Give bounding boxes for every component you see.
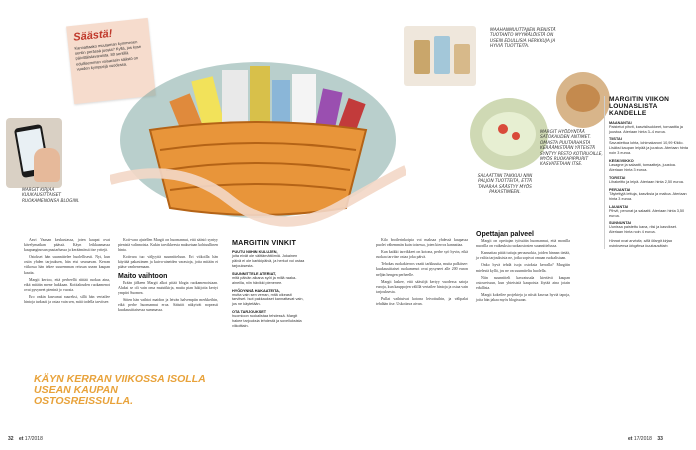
sidebar-day-5: PERJANTAI xyxy=(609,187,631,192)
sidebar-day xyxy=(609,137,690,156)
vinkit-title: MARGITIN VINKIT xyxy=(232,238,297,247)
right-col-5 xyxy=(476,232,570,305)
vinkit-item xyxy=(232,289,306,308)
footer-left xyxy=(8,436,43,442)
vinkit-head-4: OTA TARJOUKSET xyxy=(232,310,267,315)
saasta-text: Kannattaako muutaman kymmenen sentin perässä juosta? Kyllä, jos kyse päivittäistavaroista. 80 sentillä edullisemman voisarasin säästö on vuoden kymppejä vuodessa. xyxy=(74,39,142,72)
col4-p2: Kun kaikki tarvikkeet on kotona, perhe syö hyvin, eikä ruokaa tarvitse ostaa joka päivä. xyxy=(376,250,468,260)
vinkit-item xyxy=(232,250,306,269)
footer-right-issue: 17/2018 xyxy=(633,436,652,442)
sidebar-text-1: Paistetut pihvit, kasvislisukkeet, tomaattia ja juustoa. Ateriaan hinta 3–4 euroa. xyxy=(609,124,683,134)
jars-photo xyxy=(404,26,476,86)
vinkit-head-3: HYÖDYNNÄ HAKAATEITA, xyxy=(232,288,280,293)
right-col-4 xyxy=(376,238,468,309)
vinkit-item xyxy=(232,272,306,286)
footer-left-page: 32 xyxy=(8,436,14,442)
col2-p3: Sitten hän vaihtoi maidon ja leivän halvempiin merkkeihin, eikä perhe huomannut eroa. Säästöt näkyivät nopeasti kuukausittaisessa summassa. xyxy=(118,297,218,313)
vinkit-box xyxy=(232,238,306,329)
col1-p1: Aavi Vaasan keskustassa, joten kaupat ovat kävelymatkan päässä. Käyn leikkaamassa kaupunginosan puutarhassa ja keräämässä itse yrttejä. xyxy=(24,238,110,253)
col1-p3: Margit kertoo, että perheellä riittää ruokaa aina, eikä mitään mene hukkaan. Kotitalouden ruokamenot ovat pysyneet pieninä jo vuosia. xyxy=(24,277,110,292)
col2-p2: Erään jälkeen Margit alkoi pitää blogia ruokamenoistaan. Aluksi se oli vain oma muistikirja, mutta pian lukijoita kertyi ympäri Suomea. xyxy=(118,280,218,295)
vinkit-text-3: mutta vain sen verran, mitä oikeasti tarvitset. Isot pakkaukset kannattavat vain, jos ne käytetään. xyxy=(232,292,304,307)
footer-left-issue: 17/2018 xyxy=(24,436,43,442)
col4-p5: Pullat vaihtuivat kotona leivottuihin, ja välipalat tehdään itse. Uskottava aivan. xyxy=(376,296,468,307)
col5-p5: Margit kokeilee projekteja ja niistä kasvaa hyviä tapoja, joita hän jakaa myös blogissaan. xyxy=(476,292,570,303)
grocery-basket-illustration xyxy=(110,30,406,230)
sidebar-text-5: Täytettyjä lettuja, kasviksia ja maitoa. Ateriaan hinta 3 euroa. xyxy=(609,191,687,201)
hand-shape xyxy=(34,148,60,182)
sidebar-text-4: Lihakeitto ja leipä. Ateriaan hinta 2,50 euroa. xyxy=(609,179,684,184)
caption-top-right: MAAHANMUUTTAJIEN PIENISTÄ TUOTANTO MYYMÄLÖISTÄ ON USEIN EDULLISIA HERKKUJA JA HYVIÄ TUOTTEITA. xyxy=(490,28,556,50)
col5-p3: Onko hyvä tehdä isoja ostoksia kerralla? Margitin mielestä kyllä, jos ne on suunniteltu huolella. xyxy=(476,263,570,273)
pull-quote: KÄYN KERRAN VIIKOSSA ISOLLA USEAN KAUPAN OSTOSREISSULLA. xyxy=(34,373,206,407)
sidebar-footnote: Hinnat ovat arvioita, sillä Margit kirjaa ostoksensa blogiinsa kuukausittain. xyxy=(609,239,672,249)
sidebar-day-1: MAANANTAI xyxy=(609,120,632,125)
sidebar-day xyxy=(609,221,690,235)
col5-p4: Niin suunnitteli kasvatusala kiertävä kaupan ostosreissun, kun yhteisistä kaupoista löytää aina jotain edullista. xyxy=(476,275,570,290)
sidebar-text-7: Uunissa paistettu kana, riisi ja kasvikset. Ateriaan hinta noin 4 euroa. xyxy=(609,225,677,235)
sidebar-day-6: LAUANTAI xyxy=(609,204,629,209)
col4-p1: Kilo broilerinkoipia voi maksaa yhdessä kaupassa puolet vähemmän kuin toisessa, joten kierros kannattaa. xyxy=(376,238,468,248)
sidebar-day xyxy=(609,159,690,173)
sidebar-title: MARGITIN VIIKON LOUNASLISTA KANDELLE xyxy=(609,96,670,118)
left-col-1 xyxy=(24,238,110,307)
footer-right-page: 33 xyxy=(657,436,663,442)
footer-right xyxy=(628,436,663,442)
lunch-sidebar xyxy=(604,96,690,249)
sidebar-day xyxy=(609,121,690,135)
col4-p3: Tehokas ruokakierros vaatii tarkkuutta, mutta palkitsee: kuukausittaiset ruokamenot ovat pysyneet alle 200 euron neljän hengen perheelle. xyxy=(376,262,468,277)
sidebar-day-2: TIISTAI xyxy=(609,137,622,142)
col2-p1: Kotivara tuo väljyyttä suunnitteluun. Eri viikoilla hän käyttää pakastimen ja kuiva-aineiden varastoja, jotta mitään ei pääse vanhenemaan. xyxy=(118,255,218,270)
col2-subhead: Maito vaihtoon xyxy=(118,272,168,280)
vinkit-text-1: joita eivät ole välttämättömiä. Jokainen päivä ei ole karkkipäivä, ja herkut voi ostaa tarjouksesta. xyxy=(232,254,305,268)
col5-title: Opettajan palveel xyxy=(476,231,534,238)
salad-photo xyxy=(470,98,548,170)
col1-p2: Ostokset hän suunnittelee huolellisesti. Nyt, kun ostin yhden tarjouksen, hän etsi seuraavan. Kerran viikossa hän tekee suuremman reissun usean kaupan kautta. xyxy=(24,255,110,275)
sidebar-day xyxy=(609,176,690,185)
sidebar-text-6: Pihvit, perunat ja salaatti. Ateriaan hinta 3,50 euroa. xyxy=(609,208,685,218)
col4-p4: Margit laskee, että säästöjä kertyy vuodessa satoja euroja, kun kauppojen välillä vertailee hintoja ja ostaa vain tarjouksesta. xyxy=(376,279,468,294)
sidebar-day xyxy=(609,205,690,219)
vinkit-head-2: SUUNNITTELE ATERIAT, xyxy=(232,271,277,276)
vinkit-item xyxy=(232,310,306,329)
vinkit-text-2: mitä päivän aikana syöt ja millä raaka-aineilla, niin hävikki pienenee. xyxy=(232,275,297,285)
col5-p2: Kannattaa pitää tuttuja perusruokia, joiden hinnan tietää, ja valita tarjouksista ne, jotka sopivat omaan ruokalistaan. xyxy=(476,251,570,261)
caption-phone: MARGIT KIRJAA KUUKAUSITTAISET RUOKAMENONSA BLOGIIN. xyxy=(22,188,80,204)
col1-p4: Ero onkin kasvanut suureksi, sillä hän vertailee hintoja tarkasti ja ostaa vain sen, mitä todella tarvitsee. xyxy=(24,294,110,305)
saasta-title: Säästä! xyxy=(72,27,113,44)
footer-right-brand: et xyxy=(628,436,633,442)
sidebar-text-2: Savustettua lohta, lohimakaroni 10,99 €/kilo. Lisäksi kaupan leipää ja juustoa. Ateriaan hinta noin 3 euroa. xyxy=(609,141,688,156)
caption-bread: MARGIT HYÖDYNTÄÄ SATOKAUDEN ANTIMET. OMASTA PUUTARHASTA KERÄÄMISTÄÄN YRTEISTÄ SYNTYY PESTO KOTIRUOILLE, MYÖS RUOKAPIPPURIT KASVATETAAN ITSE. xyxy=(540,130,603,168)
phone-photo xyxy=(6,118,62,188)
footer-left-brand: et xyxy=(18,436,24,442)
sidebar-day-3: KESKIVIIKKO xyxy=(609,159,634,164)
bread-photo xyxy=(556,72,610,128)
left-col-2 xyxy=(118,238,218,315)
vinkit-head-1: PUUTU NIIHIN KULUJEN, xyxy=(232,250,278,254)
sidebar-day-4: TORSTAI xyxy=(609,175,626,180)
sidebar-day-7: SUNNUNTAI xyxy=(609,221,632,226)
col5-p1: Margit on opettajan työssään huomannut, että monilla nuorilla on vaikeuksia ruokaostosten suunnittelussa. xyxy=(476,239,570,249)
caption-salad: SALAATTIIN TAIKKUU NIIN PALJON TUOTTEITA, ETTÄ TAVARAA SÄÄSTYY MYÖS PAKASTIMEEN. xyxy=(477,174,533,196)
sidebar-day xyxy=(609,188,690,202)
col2-intro: Koti-vara ajatellen Margit on huomannut, että säästö syntyy pienistä valinnoista. Kukin tarvikkeesta maksetaan kohtuullinen hinta. xyxy=(118,238,218,253)
sidebar-text-3: Lasagne ja salaatti, tomaatteja, juustoa. Ateriaan hinta 3 euroa. xyxy=(609,163,676,173)
vinkit-text-4: huomioon ruokalistaa tehdessä. Margit hakee tarjouksia lehdestä ja sovelluksista viikoittain. xyxy=(232,314,302,329)
